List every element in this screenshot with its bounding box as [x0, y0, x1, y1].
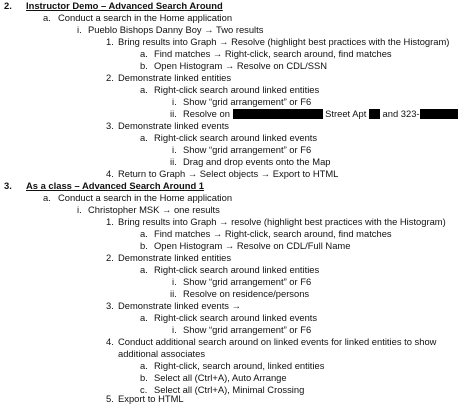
section-title: As a class – Advanced Search Around 1 — [26, 180, 205, 191]
redaction-bar — [420, 109, 458, 119]
redaction-bar — [233, 109, 323, 119]
document-page: 2. Instructor Demo – Advanced Search Around a. Conduct a search in the Home application i. Pueblo Bishops Danny Boy → Two results 1. Bring results into Graph → Resolve (highlight best practices with the Histogram) a. Find matches → Right-click, search around, find matches b. Open Histogram → Resolve on CDL/SSN 2. Demonstrate linked entities a. Right-click search around linked entities i. Show “grid arrangement” or F6 ii. Resolve on Street Apt and 323- 3. Demonstrate linked events a. Right-click search around linked events i. Show “grid arrangement” or F6 ii. Drag and drop events onto the Map 4. Return to Graph → Select objects → Export to HTML 3. As a class – Advanced Search Around 1 a. Conduct a search in the Home application i. Christopher MSK → one results 1. Bring results into Graph → resolve (highlight best practices with the Histogram) a. Find matches → Right-click, search around, find matches b. Open Histogram → Resolve on CDL/Full Name 2. Demonstrate linked entities a. Right-click search around linked entities i. Show “grid arrangement” or F6 ii. Resolve on residence/persons 3. Demonstrate linked events → a. Right-click search around linked events i. Show “grid arrangement” or F6 4. Conduct additional search around on linked events for linked entities to show additional associates a. Right-click, search around, linked entities b. Select all (Ctrl+A), Auto Arrange c. Select all (Ctrl+A), Minimal Crossing 5. Export to HTML — [0, 0, 474, 405]
section-number: 3. — [4, 180, 12, 191]
section-title: Instructor Demo – Advanced Search Around — [26, 0, 223, 11]
section-number: 2. — [4, 0, 12, 11]
redaction-bar — [369, 109, 380, 119]
